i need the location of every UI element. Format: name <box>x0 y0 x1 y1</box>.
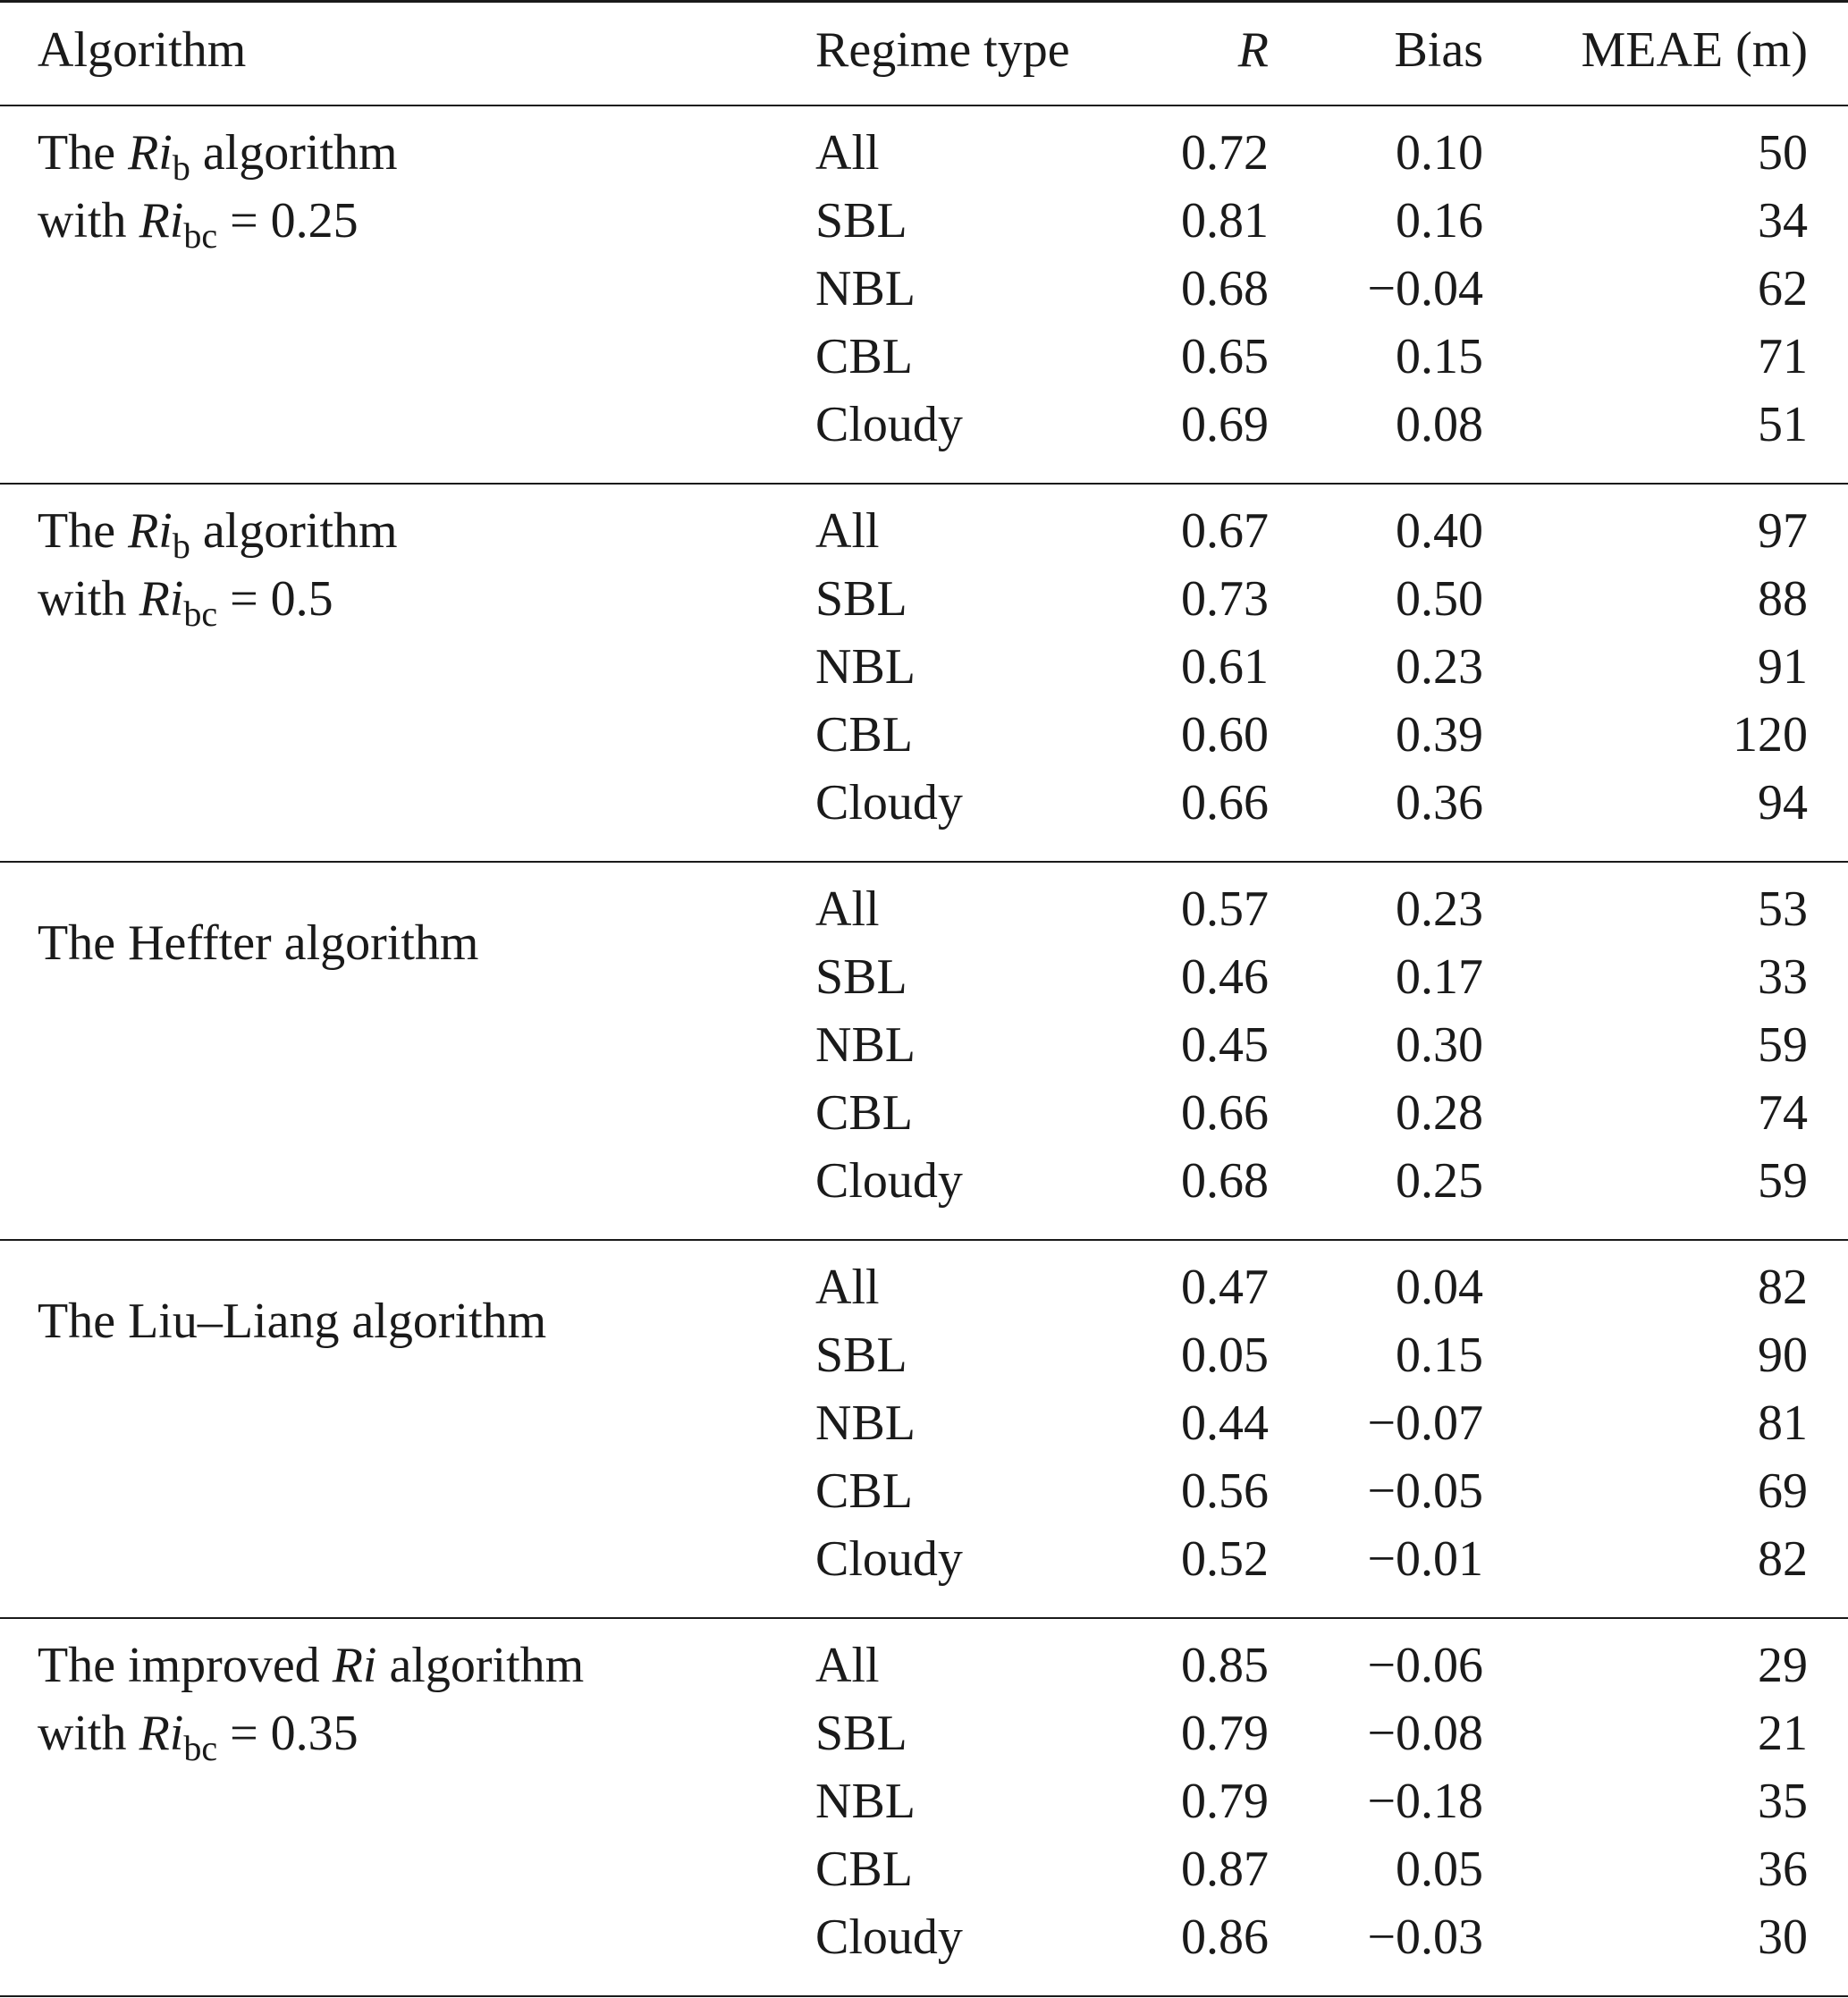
regime-type-cell: CBL <box>815 1463 913 1519</box>
meae-value-cell: 36 <box>1758 1842 1808 1897</box>
header-regime-type: Regime type <box>815 22 1070 78</box>
bias-value-cell: −0.06 <box>1367 1638 1483 1693</box>
table-top-rule <box>0 0 1848 3</box>
r-value-cell: 0.57 <box>1181 881 1269 937</box>
bias-value-cell: 0.30 <box>1396 1017 1483 1073</box>
r-value-cell: 0.56 <box>1181 1463 1269 1519</box>
label-text: with <box>38 571 139 627</box>
bias-value-cell: 0.23 <box>1396 881 1483 937</box>
r-value-cell: 0.66 <box>1181 1085 1269 1141</box>
meae-value-cell: 29 <box>1758 1638 1808 1693</box>
bias-value-cell: 0.36 <box>1396 775 1483 830</box>
group-rule <box>0 483 1848 485</box>
r-value-cell: 0.66 <box>1181 775 1269 830</box>
bias-value-cell: −0.07 <box>1367 1395 1483 1451</box>
regime-type-cell: Cloudy <box>815 775 963 830</box>
r-value-cell: 0.68 <box>1181 261 1269 316</box>
bias-value-cell: 0.28 <box>1396 1085 1483 1141</box>
meae-value-cell: 62 <box>1758 261 1808 316</box>
math-symbol: Ri <box>139 193 184 249</box>
meae-value-cell: 69 <box>1758 1463 1808 1519</box>
regime-type-cell: NBL <box>815 1017 916 1073</box>
regime-type-cell: Cloudy <box>815 1531 963 1587</box>
math-subscript: b <box>172 526 190 566</box>
regime-type-cell: All <box>815 881 880 937</box>
bias-value-cell: 0.04 <box>1396 1260 1483 1315</box>
bias-value-cell: 0.23 <box>1396 639 1483 695</box>
math-subscript: bc <box>183 1728 218 1768</box>
r-value-cell: 0.46 <box>1181 949 1269 1005</box>
regime-type-cell: CBL <box>815 1085 913 1141</box>
math-symbol: Ri <box>139 1706 184 1761</box>
meae-value-cell: 88 <box>1758 571 1808 627</box>
bias-value-cell: 0.08 <box>1396 397 1483 452</box>
algorithm-label: The Liu–Liang algorithm <box>38 1294 547 1349</box>
meae-value-cell: 34 <box>1758 193 1808 249</box>
regime-type-cell: All <box>815 503 880 559</box>
bias-value-cell: 0.40 <box>1396 503 1483 559</box>
group-rule <box>0 105 1848 106</box>
bias-value-cell: −0.05 <box>1367 1463 1483 1519</box>
math-symbol: Ri <box>128 503 173 559</box>
bias-value-cell: 0.50 <box>1396 571 1483 627</box>
group-rule <box>0 1617 1848 1619</box>
algorithm-label-line-2 <box>38 1699 359 1767</box>
bias-value-cell: 0.15 <box>1396 1328 1483 1383</box>
meae-value-cell: 82 <box>1758 1260 1808 1315</box>
regime-type-cell: NBL <box>815 639 916 695</box>
group-rule <box>0 861 1848 863</box>
bias-value-cell: 0.15 <box>1396 329 1483 384</box>
bias-value-cell: −0.04 <box>1367 261 1483 316</box>
math-subscript: bc <box>183 594 218 634</box>
bias-value-cell: 0.39 <box>1396 707 1483 763</box>
regime-type-cell: SBL <box>815 949 907 1005</box>
regime-type-cell: All <box>815 1260 880 1315</box>
r-value-cell: 0.44 <box>1181 1395 1269 1451</box>
r-value-cell: 0.72 <box>1181 125 1269 181</box>
bias-value-cell: −0.08 <box>1367 1706 1483 1761</box>
label-text: with <box>38 1706 139 1761</box>
meae-value-cell: 35 <box>1758 1774 1808 1829</box>
r-value-cell: 0.86 <box>1181 1909 1269 1965</box>
meae-value-cell: 94 <box>1758 775 1808 830</box>
regime-type-cell: Cloudy <box>815 397 963 452</box>
r-value-cell: 0.67 <box>1181 503 1269 559</box>
header-algorithm: Algorithm <box>38 22 247 78</box>
meae-value-cell: 74 <box>1758 1085 1808 1141</box>
r-value-cell: 0.87 <box>1181 1842 1269 1897</box>
regime-type-cell: SBL <box>815 1706 907 1761</box>
regime-type-cell: NBL <box>815 1774 916 1829</box>
label-text: with <box>38 193 139 249</box>
meae-value-cell: 59 <box>1758 1017 1808 1073</box>
algorithm-label-line-1 <box>38 497 398 565</box>
meae-value-cell: 51 <box>1758 397 1808 452</box>
algorithm-label-line-1 <box>38 1631 584 1699</box>
math-subscript: bc <box>183 215 218 256</box>
regime-type-cell: SBL <box>815 1328 907 1383</box>
group-rule <box>0 1239 1848 1241</box>
regime-type-cell: CBL <box>815 1842 913 1897</box>
r-value-cell: 0.68 <box>1181 1153 1269 1209</box>
r-value-cell: 0.45 <box>1181 1017 1269 1073</box>
r-value-cell: 0.69 <box>1181 397 1269 452</box>
table-bottom-rule <box>0 1995 1848 1997</box>
regime-type-cell: SBL <box>815 193 907 249</box>
r-value-cell: 0.81 <box>1181 193 1269 249</box>
r-value-cell: 0.52 <box>1181 1531 1269 1587</box>
meae-value-cell: 120 <box>1733 707 1808 763</box>
math-symbol: Ri <box>128 125 173 181</box>
math-subscript: b <box>172 148 190 188</box>
bias-value-cell: −0.01 <box>1367 1531 1483 1587</box>
label-text: algorithm <box>376 1638 585 1693</box>
regime-type-cell: All <box>815 1638 880 1693</box>
r-value-cell: 0.79 <box>1181 1706 1269 1761</box>
math-symbol: Ri <box>332 1638 377 1693</box>
meae-value-cell: 90 <box>1758 1328 1808 1383</box>
label-text: algorithm <box>190 503 398 559</box>
header-r: R <box>1237 22 1269 78</box>
r-value-cell: 0.60 <box>1181 707 1269 763</box>
meae-value-cell: 21 <box>1758 1706 1808 1761</box>
header-meae: MEAE (m) <box>1581 22 1808 78</box>
bias-value-cell: 0.25 <box>1396 1153 1483 1209</box>
algorithm-label-line-2 <box>38 187 359 255</box>
meae-value-cell: 82 <box>1758 1531 1808 1587</box>
label-text: = 0.25 <box>217 193 359 249</box>
header-bias: Bias <box>1394 22 1483 78</box>
regime-type-cell: CBL <box>815 707 913 763</box>
regime-type-cell: SBL <box>815 571 907 627</box>
bias-value-cell: 0.17 <box>1396 949 1483 1005</box>
r-value-cell: 0.05 <box>1181 1328 1269 1383</box>
meae-value-cell: 81 <box>1758 1395 1808 1451</box>
regime-type-cell: All <box>815 125 880 181</box>
regime-type-cell: Cloudy <box>815 1909 963 1965</box>
r-value-cell: 0.65 <box>1181 329 1269 384</box>
meae-value-cell: 71 <box>1758 329 1808 384</box>
r-value-cell: 0.47 <box>1181 1260 1269 1315</box>
meae-value-cell: 91 <box>1758 639 1808 695</box>
meae-value-cell: 53 <box>1758 881 1808 937</box>
math-symbol: Ri <box>139 571 184 627</box>
r-value-cell: 0.61 <box>1181 639 1269 695</box>
algorithm-label-line-2 <box>38 565 333 633</box>
label-text: = 0.5 <box>217 571 333 627</box>
label-text: The <box>38 503 129 559</box>
bias-value-cell: −0.03 <box>1367 1909 1483 1965</box>
regime-type-cell: NBL <box>815 1395 916 1451</box>
label-text: algorithm <box>190 125 398 181</box>
meae-value-cell: 59 <box>1758 1153 1808 1209</box>
bias-value-cell: 0.16 <box>1396 193 1483 249</box>
meae-value-cell: 50 <box>1758 125 1808 181</box>
algorithm-label-line-1 <box>38 119 398 187</box>
bias-value-cell: 0.10 <box>1396 125 1483 181</box>
bias-value-cell: −0.18 <box>1367 1774 1483 1829</box>
meae-value-cell: 97 <box>1758 503 1808 559</box>
r-value-cell: 0.73 <box>1181 571 1269 627</box>
algorithm-label: The Heffter algorithm <box>38 915 479 971</box>
r-value-cell: 0.79 <box>1181 1774 1269 1829</box>
regime-type-cell: CBL <box>815 329 913 384</box>
meae-value-cell: 30 <box>1758 1909 1808 1965</box>
label-text: The <box>38 125 129 181</box>
regime-type-cell: NBL <box>815 261 916 316</box>
meae-value-cell: 33 <box>1758 949 1808 1005</box>
r-value-cell: 0.85 <box>1181 1638 1269 1693</box>
regime-type-cell: Cloudy <box>815 1153 963 1209</box>
label-text: The improved <box>38 1638 333 1693</box>
bias-value-cell: 0.05 <box>1396 1842 1483 1897</box>
label-text: = 0.35 <box>217 1706 359 1761</box>
